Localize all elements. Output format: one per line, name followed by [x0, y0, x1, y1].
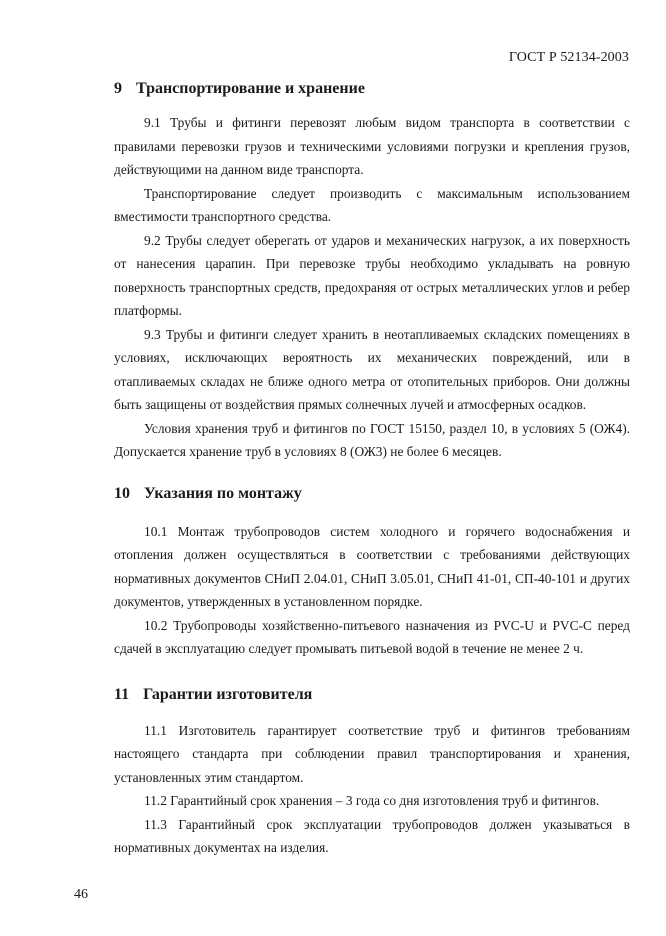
page-content — [114, 74, 630, 860]
paragraph-10-1: 10.1 Монтаж трубопроводов систем холодного и горячего водоснабжения и отопления должен осуществляться в соответствии с требованиями действующих нормативных документов СНиП 2.04.01, СНиП 3.05.01, СНиП 41-01, СП-40-101 и других документов, утвержденных в установленном порядке. — [114, 523, 630, 609]
paragraph-11-2: 11.2 Гарантийный срок хранения – 3 года со дня изготовления труб и фитингов. — [144, 793, 600, 808]
paragraph-9-1-cont: Транспортирование следует производить с максимальным использованием вместимости транспортного средства. — [114, 185, 630, 224]
page-number: 46 — [74, 887, 88, 902]
document-code: ГОСТ Р 52134-2003 — [508, 50, 629, 65]
section-number: 10 — [114, 484, 130, 502]
section-title-text: Гарантии изготовителя — [143, 685, 313, 703]
paragraph-11-3: 11.3 Гарантийный срок эксплуатации трубопроводов должен указываться в нормативных документах на изделия. — [114, 816, 630, 855]
paragraph-10-2: 10.2 Трубопроводы хозяйственно-питьевого назначения из PVC-U и PVC-C перед сдачей в эксплуатацию следует промывать питьевой водой в течение не менее 2 ч. — [114, 617, 630, 656]
paragraph-9-3-cont: Условия хранения труб и фитингов по ГОСТ 15150, раздел 10, в условиях 5 (ОЖ4). Допускается хранение труб в условиях 8 (ОЖ3) не более 6 месяцев. — [114, 420, 630, 459]
paragraph-9-3: 9.3 Трубы и фитинги следует хранить в неотапливаемых складских помещениях в условиях, исключающих вероятность их механических повреждений, или в отапливаемых складах не ближе одного метра от отопительных приборов. Они должны быть защищены от воздействия прямых солнечных лучей и атмосферных осадков. — [114, 326, 630, 412]
paragraph-11-1: 11.1 Изготовитель гарантирует соответствие труб и фитингов требованиям настоящего стандарта при соблюдении правил транспортирования и хранения, установленных этим стандартом. — [114, 722, 630, 785]
section-9-title — [114, 77, 630, 101]
section-number: 9 — [114, 80, 122, 97]
paragraph-9-1: 9.1 Трубы и фитинги перевозят любым видом транспорта в соответствии с правилами перевозки грузов и техническими условиями погрузки и крепления грузов, действующими на данном виде транспорта. — [114, 115, 630, 177]
section-title-text: Указания по монтажу — [144, 484, 302, 502]
section-number: 11 — [114, 685, 130, 703]
section-10-title — [114, 482, 630, 506]
section-title-text: Транспортирование и хранение — [136, 80, 365, 97]
section-11-title — [114, 683, 630, 707]
paragraph-9-2: 9.2 Трубы следует оберегать от ударов и механических нагрузок, а их поверхность от нанесения царапин. При перевозке трубы необходимо укладывать на ровную поверхность транспортных средств, предохраняя от острых металлических углов и ребер платформы. — [114, 232, 630, 318]
